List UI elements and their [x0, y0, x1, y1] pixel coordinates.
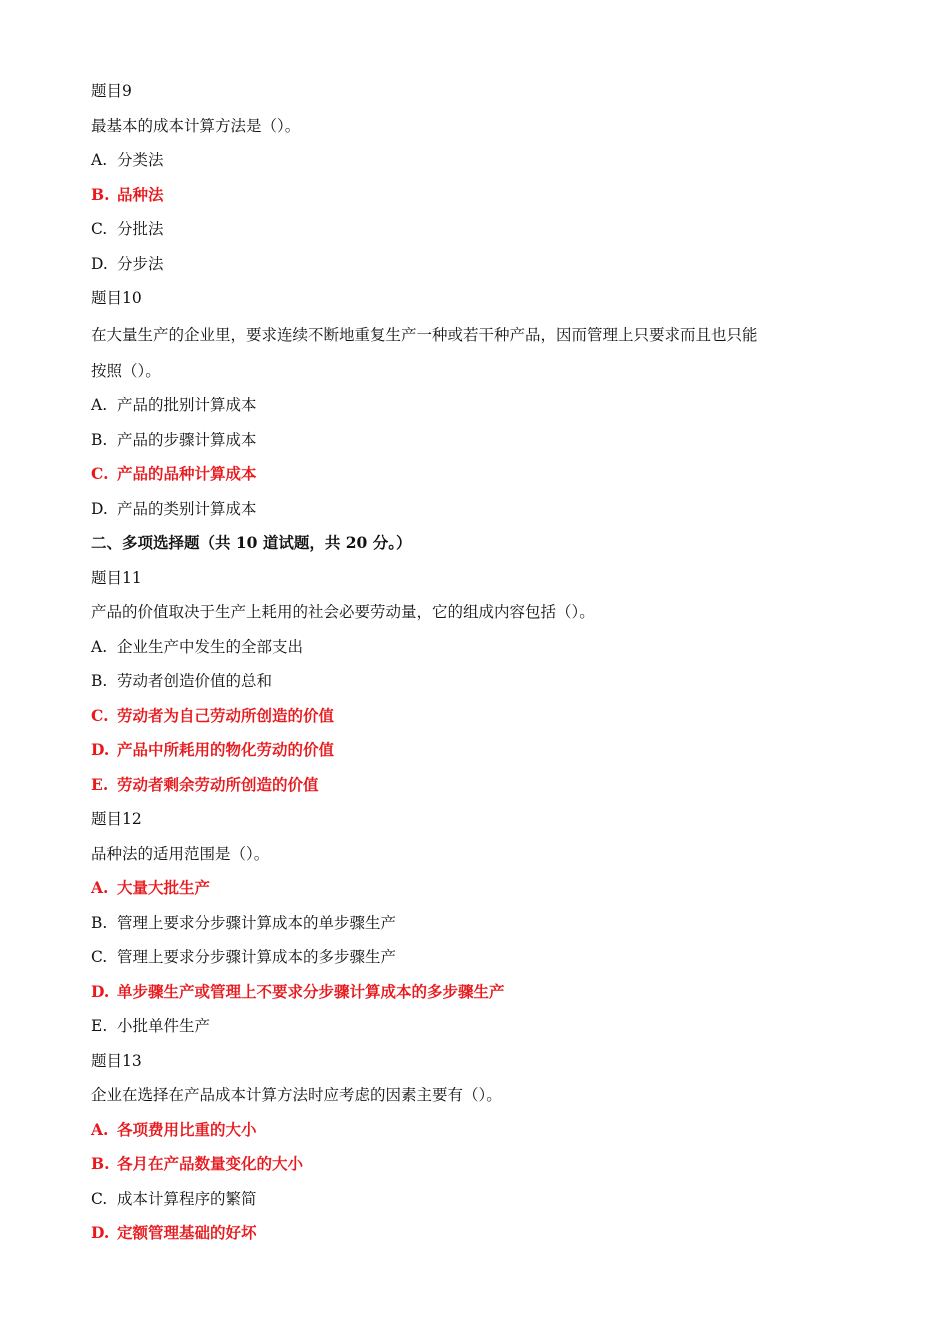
- question-number: 题目13: [91, 1051, 142, 1070]
- option-text: 大量大批生产: [117, 878, 211, 897]
- option: [91, 906, 851, 941]
- option-text: 定额管理基础的好坏: [117, 1223, 257, 1242]
- option-text: 产品的品种计算成本: [117, 464, 257, 483]
- question-text: 品种法的适用范围是（）。: [91, 844, 270, 863]
- question-number: 题目11: [91, 568, 142, 587]
- option: [91, 664, 851, 699]
- option-letter: B.: [91, 1154, 110, 1173]
- option-text: 劳动者剩余劳动所创造的价值: [117, 774, 319, 794]
- option-letter: C.: [91, 705, 109, 725]
- question-text: 在大量生产的企业里，要求连续不断地重复生产一种或若干种产品，因而管理上只要求而且也只能: [91, 325, 758, 344]
- option-correct: [91, 1113, 851, 1148]
- option-text: 各月在产品数量变化的大小: [117, 1154, 304, 1173]
- option-text: 管理上要求分步骤计算成本的单步骤生产: [117, 913, 397, 932]
- option-text: 品种法: [117, 184, 164, 204]
- option-letter: B.: [91, 184, 110, 204]
- option-letter: A.: [91, 151, 108, 169]
- option-letter: B.: [91, 913, 108, 932]
- option-correct: [91, 457, 851, 492]
- option: [91, 388, 851, 423]
- option: [91, 492, 851, 527]
- question-number: 题目10: [91, 289, 142, 307]
- option-text: 成本计算程序的繁简: [117, 1189, 257, 1208]
- option-text: 分批法: [117, 220, 164, 238]
- question-number: 题目9: [91, 82, 132, 100]
- option: [91, 1182, 851, 1217]
- option-text: 小批单件生产: [117, 1017, 211, 1035]
- option-letter: C.: [91, 220, 108, 238]
- option-text: 劳动者为自己劳动所创造的价值: [117, 705, 335, 725]
- option-letter: D.: [91, 499, 108, 518]
- option-letter: C.: [91, 464, 109, 483]
- option-letter: D.: [91, 1223, 110, 1242]
- option-text: 管理上要求分步骤计算成本的多步骤生产: [117, 948, 397, 966]
- option: [91, 630, 851, 665]
- option-correct: [91, 975, 851, 1010]
- option: [91, 940, 851, 975]
- option-letter: A.: [91, 1119, 109, 1139]
- option-text: 企业生产中发生的全部支出: [117, 637, 304, 656]
- option-correct: [91, 1216, 851, 1251]
- option-letter: C.: [91, 1189, 108, 1208]
- question-text: 产品的价值取决于生产上耗用的社会必要劳动量，它的组成内容包括（）。: [91, 603, 595, 621]
- option-text: 分步法: [117, 254, 164, 273]
- option-text: 产品中所耗用的物化劳动的价值: [117, 740, 335, 759]
- option: [91, 143, 851, 178]
- option-correct: [91, 178, 851, 213]
- option-letter: C.: [91, 948, 108, 966]
- option-letter: D.: [91, 254, 108, 273]
- question-text: 最基本的成本计算方法是（）。: [91, 116, 301, 135]
- option-letter: A.: [91, 396, 108, 414]
- option-text: 产品的步骤计算成本: [117, 430, 257, 449]
- option-correct: [91, 699, 851, 734]
- option-text: 分类法: [117, 151, 164, 169]
- option-correct: [91, 768, 851, 803]
- question-text: 按照（）。: [91, 361, 161, 380]
- option-text: 产品的类别计算成本: [117, 499, 257, 518]
- option: [91, 423, 851, 458]
- question-text: 企业在选择在产品成本计算方法时应考虑的因素主要有（）。: [91, 1086, 502, 1104]
- option: [91, 212, 851, 247]
- option-correct: [91, 871, 851, 906]
- option-letter: A.: [91, 878, 109, 897]
- option: [91, 247, 851, 282]
- section-title: 二、多项选择题（共 10 道试题，共 20 分。）: [91, 533, 412, 552]
- option: [91, 1009, 851, 1044]
- question-number: 题目12: [91, 810, 142, 828]
- option-letter: B.: [91, 672, 108, 690]
- option-letter: E.: [91, 1017, 108, 1035]
- option-text: 各项费用比重的大小: [117, 1119, 257, 1139]
- option-text: 产品的批别计算成本: [117, 396, 257, 414]
- document-page: [91, 74, 851, 1251]
- option-text: 单步骤生产或管理上不要求分步骤计算成本的多步骤生产: [117, 981, 505, 1001]
- option-letter: D.: [91, 981, 110, 1001]
- option-letter: E.: [91, 774, 109, 794]
- option-letter: B.: [91, 430, 108, 449]
- option-correct: [91, 1147, 851, 1182]
- option-letter: A.: [91, 637, 108, 656]
- option-text: 劳动者创造价值的总和: [117, 672, 273, 690]
- option-letter: D.: [91, 740, 110, 759]
- option-correct: [91, 733, 851, 768]
